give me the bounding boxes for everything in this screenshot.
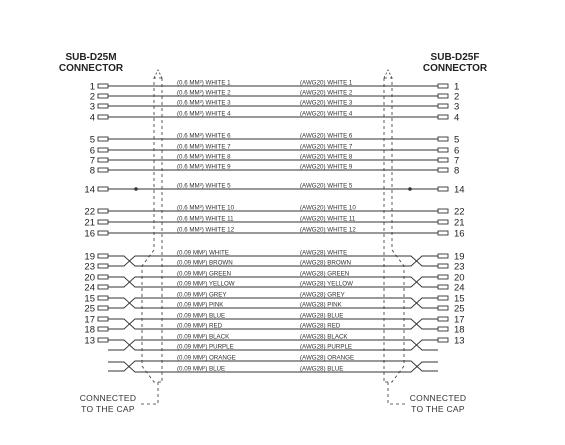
pin-socket-left	[98, 148, 108, 152]
wire-label-left: (0.6 MM²) WHITE 2	[177, 89, 231, 97]
pin-label-right: 1	[454, 81, 460, 93]
pin-socket-right	[438, 148, 448, 152]
pin-label-left: 7	[89, 155, 95, 167]
wire-label-right: (AWG20) WHITE 5	[300, 182, 353, 190]
junction-dot-left	[134, 187, 138, 191]
pin-socket-right	[438, 84, 448, 88]
pin-label-left: 4	[89, 112, 95, 124]
pin-socket-right	[438, 285, 448, 289]
wire-label-right: (AWG20) WHITE 1	[300, 79, 353, 87]
pin-label-left: 2	[89, 91, 95, 103]
wire-label-left: (0.09 MM²) PINK	[177, 301, 224, 309]
pin-socket-left	[98, 285, 108, 289]
pin-label-left: 5	[89, 134, 95, 146]
wire-label-left: (0.6 MM²) WHITE 11	[177, 215, 234, 223]
wire-label-left: (0.6 MM²) WHITE 9	[177, 163, 231, 171]
pin-label-left: 22	[84, 206, 95, 218]
pin-socket-right	[438, 327, 448, 331]
cap-note-right-line2: TO THE CAP	[411, 404, 465, 414]
pin-socket-left	[98, 317, 108, 321]
pin-label-right: 19	[454, 251, 465, 263]
pin-socket-right	[438, 104, 448, 108]
pin-socket-right	[438, 220, 448, 224]
pin-label-left: 14	[84, 184, 95, 196]
pin-socket-left	[98, 264, 108, 268]
pin-socket-left	[98, 296, 108, 300]
wire-label-right: (AWG20) WHITE 7	[300, 143, 353, 151]
pin-socket-left	[98, 327, 108, 331]
pin-label-right: 23	[454, 261, 465, 273]
twist-segment-right	[396, 256, 438, 266]
pin-socket-left	[98, 158, 108, 162]
cap-note-right-line1: CONNECTED	[409, 393, 467, 403]
pin-label-left: 6	[89, 145, 95, 157]
pin-socket-left	[98, 254, 108, 258]
pin-label-right: 6	[454, 145, 460, 157]
pin-label-left: 20	[84, 272, 95, 284]
pin-label-right: 7	[454, 155, 460, 167]
pin-socket-right	[438, 209, 448, 213]
wire-label-left: (0.09 MM²) ORANGE	[177, 354, 236, 362]
wire-label-left: (0.09 MM²) YELLOW	[177, 280, 235, 288]
wire-label-right: (AWG20) WHITE 4	[300, 110, 353, 118]
wire-label-right: (AWG28) BROWN	[300, 259, 351, 267]
pin-label-left: 1	[89, 81, 95, 93]
pin-socket-left	[98, 275, 108, 279]
twist-segment-right	[396, 340, 438, 350]
right-connector-title: SUB-D25F	[430, 52, 480, 63]
pin-label-right: 2	[454, 91, 460, 103]
wire-label-left: (0.09 MM²) WHITE	[177, 249, 229, 257]
pin-label-right: 17	[454, 314, 465, 326]
twist-segment-right	[396, 319, 438, 329]
pin-socket-right	[438, 158, 448, 162]
twist-segment-left	[108, 319, 150, 329]
twist-segment-left	[108, 256, 150, 266]
shield-outline-right	[384, 78, 404, 382]
pin-socket-left	[98, 306, 108, 310]
wire-label-right: (AWG28) GREEN	[300, 270, 350, 278]
wire-label-left: (0.09 MM²) BROWN	[177, 259, 233, 267]
pin-label-left: 18	[84, 324, 95, 336]
wire-label-right: (AWG28) BLACK	[300, 333, 348, 341]
pin-label-right: 22	[454, 206, 465, 218]
pin-socket-right	[438, 168, 448, 172]
twist-segment-right	[396, 298, 438, 308]
wire-label-right: (AWG28) GREY	[300, 291, 345, 299]
pin-label-left: 17	[84, 314, 95, 326]
pin-socket-right	[438, 254, 448, 258]
left-connector-subtitle: CONNECTOR	[58, 63, 124, 74]
pin-socket-right	[438, 338, 448, 342]
pin-label-right: 16	[454, 228, 465, 240]
pin-socket-right	[438, 187, 448, 191]
left-connector-title: SUB-D25M	[65, 52, 117, 63]
pin-socket-left	[98, 338, 108, 342]
pin-socket-right	[438, 264, 448, 268]
pin-label-left: 3	[89, 101, 95, 113]
pin-socket-left	[98, 137, 108, 141]
wire-label-right: (AWG20) WHITE 6	[300, 132, 353, 140]
wire-label-left: (0.6 MM²) WHITE 3	[177, 99, 231, 107]
pin-socket-right	[438, 275, 448, 279]
wire-label-right: (AWG28) RED	[300, 322, 341, 330]
wire-label-right: (AWG28) ORANGE	[300, 354, 355, 362]
pin-label-left: 23	[84, 261, 95, 273]
wire-label-right: (AWG20) WHITE 8	[300, 153, 353, 161]
shield-outline-left	[142, 78, 162, 382]
wire-label-right: (AWG20) WHITE 11	[300, 215, 356, 223]
wire-label-left: (0.09 MM²) GREEN	[177, 270, 231, 278]
pin-socket-left	[98, 231, 108, 235]
twist-segment-left	[108, 277, 150, 287]
pin-label-right: 24	[454, 282, 465, 294]
pin-label-left: 25	[84, 303, 95, 315]
wire-label-left: (0.09 MM²) GREY	[177, 291, 227, 299]
pin-socket-right	[438, 115, 448, 119]
junction-dot-right	[408, 187, 412, 191]
wire-label-right: (AWG20) WHITE 9	[300, 163, 353, 171]
pin-socket-left	[98, 209, 108, 213]
pin-socket-left	[98, 115, 108, 119]
wire-label-right: (AWG28) YELLOW	[300, 280, 353, 288]
pin-label-right: 18	[454, 324, 465, 336]
pin-socket-right	[438, 296, 448, 300]
pin-socket-left	[98, 187, 108, 191]
drain-line-left	[138, 382, 158, 404]
pin-label-right: 13	[454, 335, 465, 347]
wire-label-right: (AWG28) BLUE	[300, 365, 344, 373]
twist-segment-right	[396, 362, 438, 372]
pin-label-left: 24	[84, 282, 95, 294]
pin-socket-right	[438, 94, 448, 98]
pin-socket-left	[98, 84, 108, 88]
pin-socket-left	[98, 104, 108, 108]
pin-socket-right	[438, 306, 448, 310]
twist-segment-left	[108, 298, 150, 308]
pin-label-right: 20	[454, 272, 465, 284]
wire-label-right: (AWG20) WHITE 10	[300, 204, 356, 212]
wire-label-left: (0.09 MM²) BLUE	[177, 312, 226, 320]
pin-label-left: 15	[84, 293, 95, 305]
shield-cap-right	[384, 70, 392, 78]
wire-label-right: (AWG28) PURPLE	[300, 343, 353, 351]
wire-label-left: (0.09 MM²) RED	[177, 322, 223, 330]
right-connector-subtitle: CONNECTOR	[422, 63, 488, 74]
twist-segment-left	[108, 340, 150, 350]
wire-label-left: (0.09 MM²) BLUE	[177, 365, 226, 373]
wire-label-left: (0.6 MM²) WHITE 10	[177, 204, 235, 212]
wire-label-left: (0.6 MM²) WHITE 4	[177, 110, 231, 118]
wire-label-right: (AWG28) WHITE	[300, 249, 348, 257]
pin-socket-left	[98, 220, 108, 224]
pin-label-right: 3	[454, 101, 460, 113]
wire-label-left: (0.6 MM²) WHITE 5	[177, 182, 231, 190]
wire-label-left: (0.6 MM²) WHITE 8	[177, 153, 231, 161]
pin-socket-right	[438, 317, 448, 321]
pin-label-left: 21	[84, 217, 95, 229]
pin-socket-left	[98, 94, 108, 98]
pin-label-right: 21	[454, 217, 465, 229]
pin-label-right: 25	[454, 303, 465, 315]
pin-label-right: 15	[454, 293, 465, 305]
twist-segment-right	[396, 277, 438, 287]
pin-label-left: 19	[84, 251, 95, 263]
wire-label-left: (0.6 MM²) WHITE 1	[177, 79, 231, 87]
pin-label-right: 5	[454, 134, 460, 146]
single-wires	[84, 80, 464, 240]
pin-socket-left	[98, 168, 108, 172]
wire-label-left: (0.6 MM²) WHITE 12	[177, 226, 235, 234]
drain-line-right	[388, 382, 408, 404]
pin-label-left: 8	[89, 165, 95, 177]
pin-label-left: 16	[84, 228, 95, 240]
pin-label-left: 13	[84, 335, 95, 347]
pin-socket-right	[438, 231, 448, 235]
pin-label-right: 8	[454, 165, 460, 177]
pin-label-right: 14	[454, 184, 465, 196]
twisted-wires	[84, 250, 464, 373]
wire-label-left: (0.6 MM²) WHITE 7	[177, 143, 231, 151]
cap-note-left-line1: CONNECTED	[79, 393, 137, 403]
wire-label-right: (AWG28) BLUE	[300, 312, 344, 320]
wire-label-left: (0.09 MM²) BLACK	[177, 333, 230, 341]
wire-label-left: (0.09 MM²) PURPLE	[177, 343, 234, 351]
shield-cap-left	[154, 70, 162, 78]
wire-label-right: (AWG28) PINK	[300, 301, 342, 309]
twist-segment-left	[108, 362, 150, 372]
pin-label-right: 4	[454, 112, 460, 124]
wire-label-right: (AWG20) WHITE 3	[300, 99, 353, 107]
cap-note-left-line2: TO THE CAP	[81, 404, 135, 414]
wire-label-left: (0.6 MM²) WHITE 6	[177, 132, 231, 140]
wire-label-right: (AWG20) WHITE 2	[300, 89, 353, 97]
wire-label-right: (AWG20) WHITE 12	[300, 226, 356, 234]
pin-socket-right	[438, 137, 448, 141]
